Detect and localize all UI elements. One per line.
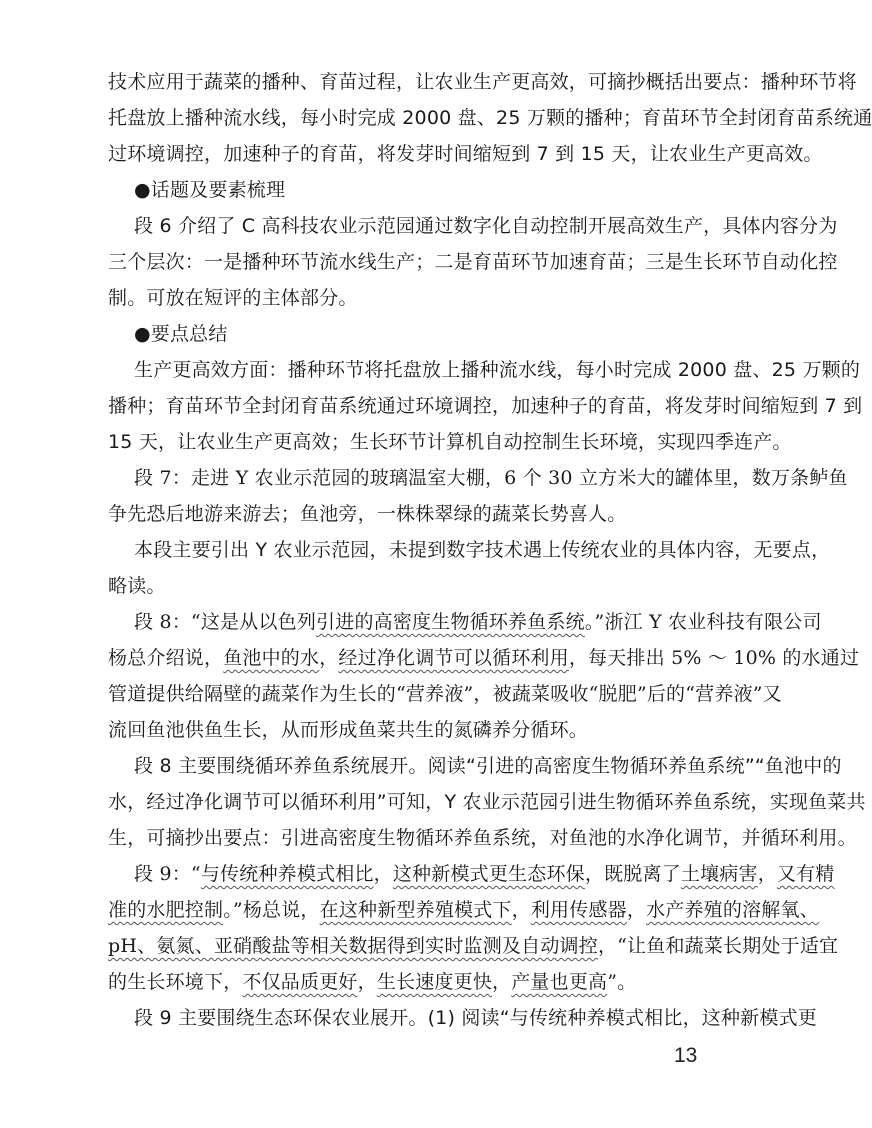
text-line: 技术应用于蔬菜的播种、育苗过程，让农业生产更高效，可摘抄概括出要点：播种环节将: [108, 71, 857, 93]
underlined-phrase: 这种新模式更生态环保: [392, 863, 585, 885]
analysis-paragraph-8: [108, 748, 866, 856]
underlined-phrase: 又有精: [776, 863, 835, 885]
text-line: [108, 640, 860, 676]
underlined-phrase: 土壤病害: [680, 863, 758, 885]
text-line: 15 天，让农业生产更高效；生长环节计算机自动控制生长环境，实现四季连产。: [108, 431, 792, 453]
text-line: 过环境调控，加速种子的育苗，将发芽时间缩短到 7 到 15 天，让农业生产更高效。: [108, 143, 823, 165]
text-run: ”。: [607, 971, 637, 993]
text-line: 段 8 主要围绕循环养鱼系统展开。阅读“引进的高密度生物循环养鱼系统”“鱼池中的: [134, 755, 842, 777]
text-line: 生产更高效方面：播种环节将托盘放上播种流水线，每小时完成 2000 盘、25 万颗的: [134, 359, 861, 381]
text-run: ，: [357, 971, 377, 993]
underlined-phrase: 经过净化调节可以循环利用: [338, 647, 569, 669]
text-line: [108, 892, 819, 928]
text-run: ，每天排出 5% ～ 10% 的水通过: [568, 647, 860, 669]
text-line: 管道提供给隔壁的蔬菜作为生长的“营养液”，被蔬菜吸收“脱肥”后的“营养液”又: [108, 683, 782, 705]
text-run: ，: [492, 971, 512, 993]
text-line: 本段主要引出 Y 农业示范园，未提到数字技术遇上传统农业的具体内容，无要点，: [134, 539, 831, 561]
excerpt-paragraph-8: [108, 604, 860, 748]
text-line: 流回鱼池供鱼生长，从而形成鱼菜共生的氮磷养分循环。: [108, 719, 589, 741]
text-run: ，: [373, 863, 393, 885]
underlined-phrase: pH、氨氮、亚硝酸盐等相关数据得到实时监测及自动调控: [108, 935, 598, 957]
text-run: ，: [511, 899, 531, 921]
underlined-phrase: 准的水肥控制: [108, 899, 224, 921]
text-run: ，“让鱼和蔬菜长期处于适宜: [597, 935, 839, 957]
underlined-phrase: 利用传感器: [530, 899, 627, 921]
topic-summary-paragraph: [108, 208, 838, 316]
text-run: ，既脱离了: [584, 863, 681, 885]
analysis-paragraph-9: [108, 1000, 817, 1036]
analysis-paragraph-6-continued: [108, 64, 872, 172]
text-run: 。”浙江 Y 农业科技有限公司: [584, 611, 822, 633]
text-line: [108, 964, 700, 1000]
excerpt-paragraph-7: [108, 460, 848, 532]
section-heading-topic: ●话题及要素梳理: [134, 179, 286, 201]
page-number: 13: [674, 1044, 698, 1067]
text-line: 段 6 介绍了 C 高科技农业示范园通过数字化自动控制开展高效生产，具体内容分为: [134, 215, 838, 237]
text-line: 争先恐后地游来游去；鱼池旁，一株株翠绿的蔬菜长势喜人。: [108, 503, 627, 525]
text-line: 播种；育苗环节全封闭育苗系统通过环境调控，加速种子的育苗，将发芽时间缩短到 7 到: [108, 395, 863, 417]
text-line: 三个层次：一是播种环节流水线生产；二是育苗环节加速育苗；三是生长环节自动化控: [108, 251, 838, 273]
text-line: 略读。: [108, 575, 166, 597]
key-points-paragraph: [108, 352, 863, 460]
text-run: 段 8：“这是从以色列: [134, 611, 317, 633]
text-line: 水，经过净化调节可以循环利用”可知，Y 农业示范园引进生物循环养鱼系统，实现鱼菜共: [108, 791, 866, 813]
text-line: 制。可放在短评的主体部分。: [108, 287, 358, 309]
underlined-phrase: 在这种新型养殖模式下: [319, 899, 512, 921]
underlined-phrase: 水产养殖的溶解氧、: [646, 899, 819, 921]
text-run: ，: [626, 899, 647, 921]
text-line: 托盘放上播种流水线，每小时完成 2000 盘、25 万颗的播种；育苗环节全封闭育苗系统通: [108, 107, 872, 129]
text-run: ，: [319, 647, 339, 669]
underlined-phrase: 鱼池中的水: [223, 647, 320, 669]
text-run: 段 9：“: [134, 863, 201, 885]
text-line: [108, 604, 822, 640]
section-heading-key-points: ●要点总结: [134, 323, 228, 345]
text-line: [108, 928, 839, 964]
text-line: 生，可摘抄出要点：引进高密度生物循环养鱼系统，对鱼池的水净化调节，并循环利用。: [108, 827, 857, 849]
text-line: 段 9 主要围绕生态环保农业展开。(1) 阅读“与传统种养模式相比，这种新模式更: [134, 1007, 817, 1029]
underlined-phrase: 与传统种养模式相比: [200, 863, 374, 885]
text-line: 段 7：走进 Y 农业示范园的玻璃温室大棚，6 个 30 立方米大的罐体里，数万条鲈鱼: [134, 467, 848, 489]
excerpt-paragraph-9: [108, 856, 839, 1000]
text-run: 。”杨总说，: [223, 899, 320, 921]
underlined-phrase: 引进的高密度生物循环养鱼系统: [316, 611, 585, 633]
text-run: 杨总介绍说，: [108, 647, 224, 669]
text-run: ，: [757, 863, 777, 885]
analysis-paragraph-7: [108, 532, 831, 604]
text-line: [108, 856, 835, 892]
underlined-phrase: 产量也更高: [511, 971, 608, 993]
underlined-phrase: 生长速度更快: [376, 971, 493, 993]
text-run: 的生长环境下，: [108, 971, 243, 993]
underlined-phrase: 不仅品质更好: [242, 971, 358, 993]
